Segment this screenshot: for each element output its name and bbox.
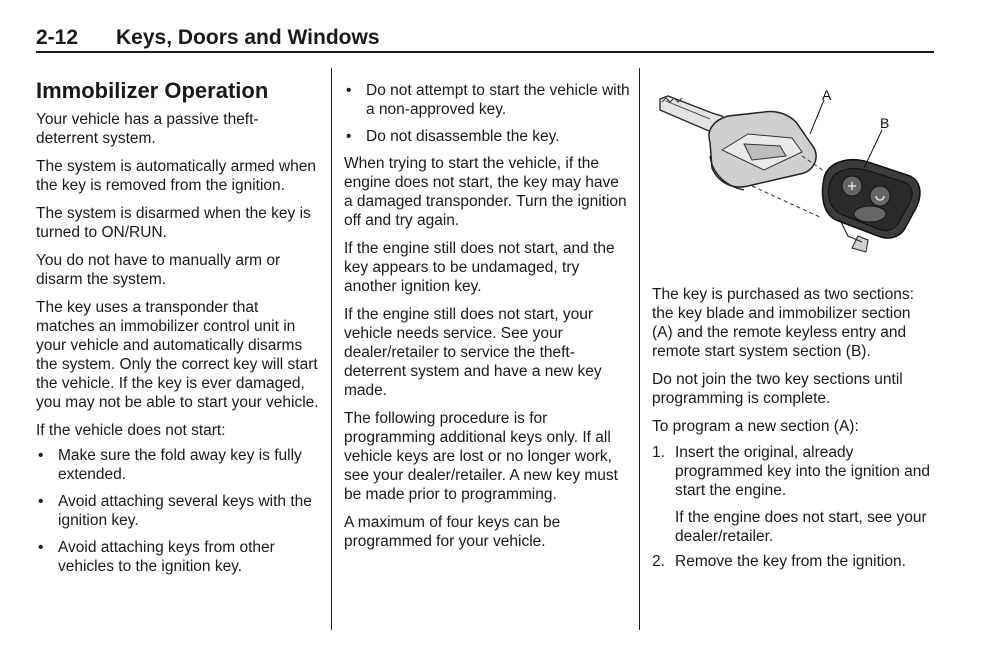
bullet-icon: • [346, 128, 352, 145]
step-text: Insert the original, already programmed key into the ignition and start the engine. [675, 444, 931, 499]
bullet-item [36, 538, 320, 576]
bullet-item [36, 492, 320, 530]
numbered-step [652, 552, 934, 571]
paragraph: The following procedure is for programming additional keys only. If all vehicle keys are lost or no longer work, see your dealer/retailer. A new key must be made prior to programming. [344, 410, 618, 503]
paragraph: Your vehicle has a passive theft-deterrent system. [36, 111, 259, 147]
paragraph: The system is disarmed when the key is turned to ON/RUN. [36, 205, 311, 241]
bullet-icon: • [38, 493, 44, 510]
paragraph: To program a new section (A): [652, 418, 859, 435]
bullet-text: Avoid attaching keys from other vehicles to the ignition key. [58, 539, 275, 575]
paragraph: You do not have to manually arm or disarm the system. [36, 252, 281, 288]
bullet-item [344, 127, 630, 146]
bullet-text: Make sure the fold away key is fully extended. [58, 447, 302, 483]
paragraph: Do not join the two key sections until programming is complete. [652, 371, 903, 407]
key-figure [652, 86, 934, 276]
paragraph: If the vehicle does not start: [36, 422, 226, 439]
numbered-step [652, 443, 934, 500]
paragraph: When trying to start the vehicle, if the engine does not start, the key may have a damaged transponder. Turn the ignition off and try again. [344, 155, 627, 229]
paragraph: If the engine still does not start, and the key appears to be undamaged, try another ignition key. [344, 240, 615, 295]
key-illustration [652, 86, 934, 276]
bullet-item [36, 446, 320, 484]
paragraph: The system is automatically armed when the key is removed from the ignition. [36, 158, 316, 194]
page-number: 2-12 [36, 26, 79, 49]
bullet-text: Do not attempt to start the vehicle with a non-approved key. [366, 82, 630, 118]
bullet-icon: • [346, 82, 352, 99]
column-3 [652, 285, 934, 579]
step-note: If the engine does not start, see your dealer/retailer. [675, 509, 927, 545]
key-section-b [823, 160, 920, 252]
paragraph: If the engine still does not start, your vehicle needs service. See your dealer/retailer to service the theft-deterrent system and have a new key made. [344, 306, 602, 399]
paragraph: The key uses a transponder that matches an immobilizer control unit in your vehicle and automatically disarms the system. Only the correct key will start the vehicle. If the key is ever damaged, you may not be able to start your vehicle. [36, 299, 319, 411]
column-2 [344, 81, 630, 560]
bullet-text: Avoid attaching several keys with the ignition key. [58, 493, 312, 529]
header-rule [36, 51, 934, 53]
bullet-text: Do not disassemble the key. [366, 128, 560, 145]
bullet-icon: • [38, 447, 44, 464]
bullet-icon: • [38, 539, 44, 556]
figure-label-a: A [822, 87, 832, 103]
article-heading: Immobilizer Operation [36, 78, 269, 103]
page-header [36, 26, 934, 52]
step-text: Remove the key from the ignition. [675, 553, 906, 570]
column-divider [639, 68, 640, 630]
figure-label-b: B [880, 115, 890, 131]
key-section-a [709, 111, 816, 190]
section-title: Keys, Doors and Windows [116, 26, 380, 49]
bullet-item [344, 81, 630, 119]
step-number: 1. [652, 444, 665, 461]
step-number: 2. [652, 553, 665, 570]
column-divider [331, 68, 332, 630]
paragraph: A maximum of four keys can be programmed for your vehicle. [344, 514, 561, 550]
paragraph: The key is purchased as two sections: the key blade and immobilizer section (A) and the remote keyless entry and remote start system section (B). [652, 286, 914, 360]
column-1 [36, 78, 320, 584]
